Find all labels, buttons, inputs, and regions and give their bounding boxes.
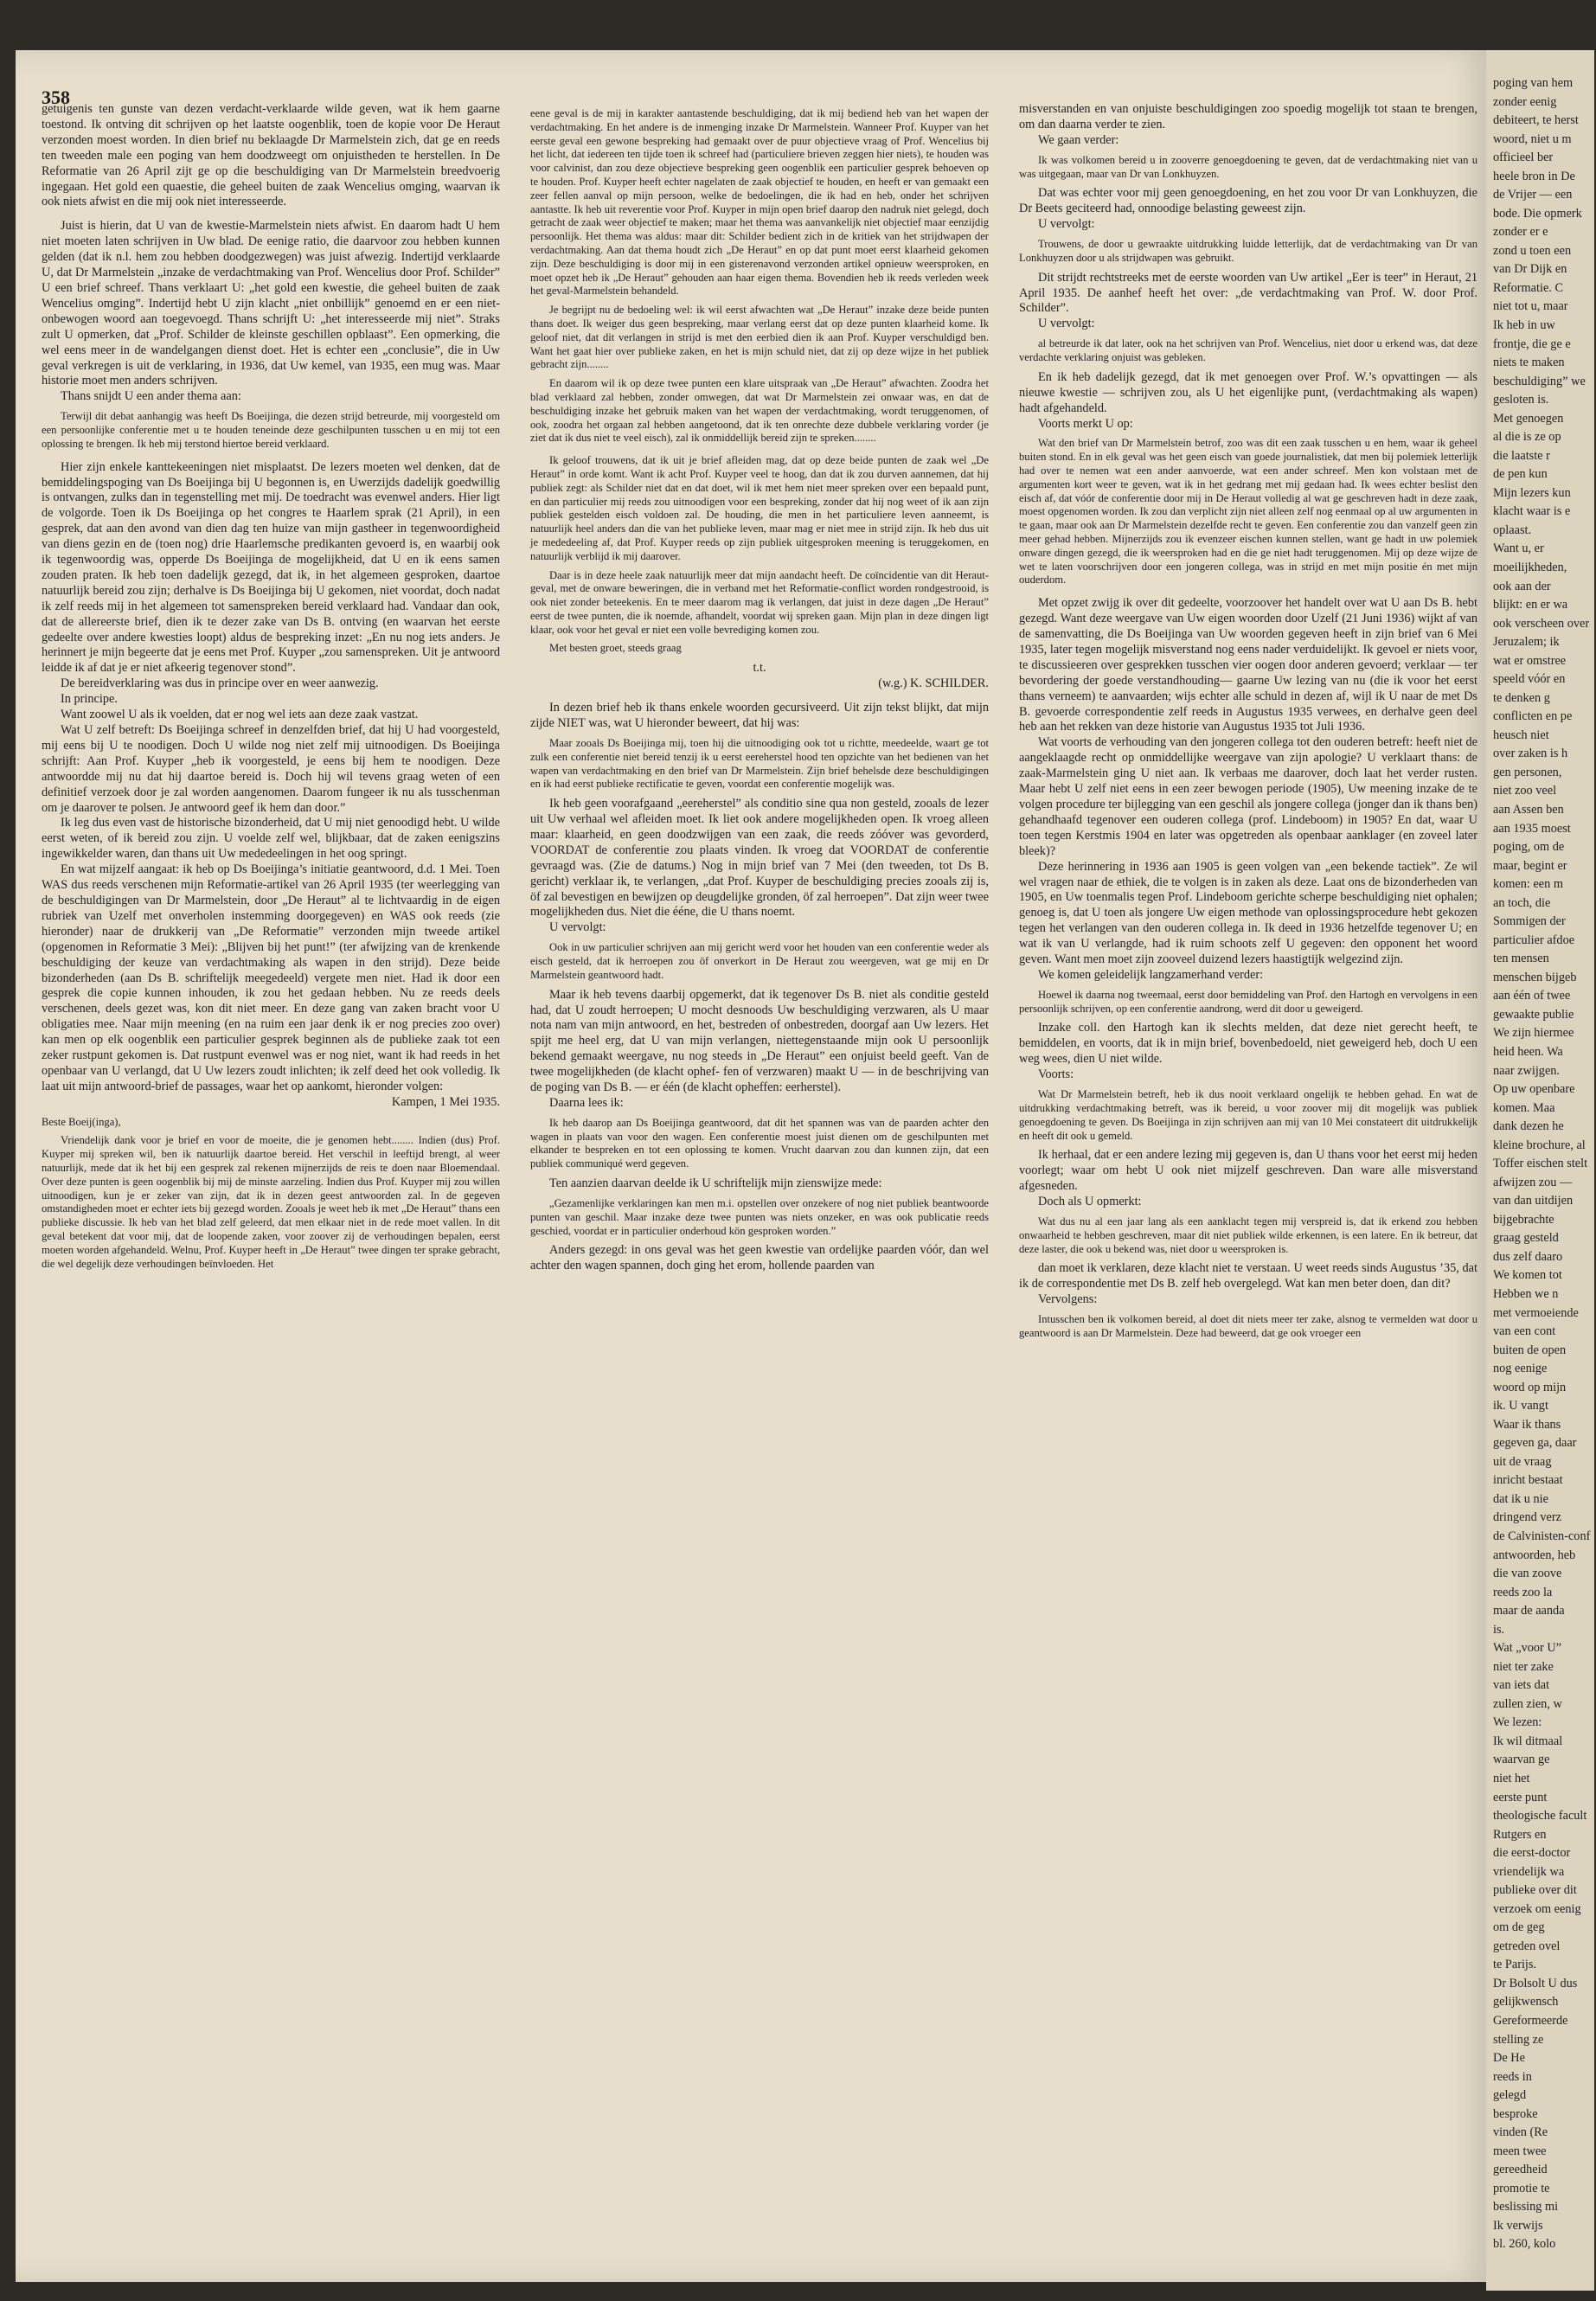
facing-page-fragment: speeld vóór en: [1493, 672, 1566, 687]
col3-paragraph: Dit strijdt rechtstreeks met de eerste woorden van Uw artikel „Eer is teer” in Heraut, 21 April 1935. De aanhef heeft het over: „de verdachtmaking van Prof. W. door Prof. Schilder”.: [1019, 270, 1477, 316]
facing-page-fragment: dus zelf daaro: [1493, 1249, 1563, 1264]
col1-paragraph: Juist is hierin, dat U van de kwestie-Marmelstein niets afwist. En daarom hadt U hem niet moeten laten schrijven in Uw blad. De eenige ratio, die daarvoor zou hebben kunnen gelden (dat ik n.l. hem zou hebben doodgezwegen) was juist afwezig. Indertijd verklaarde U, dat Dr Marmelstein „inzake de verdachtmaking van Prof. Wencelius door Prof. Schilder” U een brief schreef. Thans verklaart U: „het gold een kwestie, die geheel buiten de zaak Wencelius omging”. Indertijd hebt U zijn klacht „niet onbillijk” genoemd en er een niet-onbewogen woord aan toegevoegd. Thans schrijft U: „het interesseerde mij niet”. Straks zult U opmerken, dat „Prof. Schilder de kleinste geschillen opblaast”. Een opmerking, die wel eens meer in de wandelgangen dienst doet. Het is echter een „conclusie”, die in Uw geval verkregen is uit de verklaring, in 1936, dat Uw kemel, van 1935, een mug was. Maar historie moet men anders schrijven.: [42, 219, 500, 388]
col1-paragraph: Thans snijdt U een ander thema aan:: [61, 389, 241, 404]
facing-page-fragment: Ik verwijs: [1493, 2218, 1543, 2233]
facing-page-fragment: buiten de open: [1493, 1343, 1567, 1357]
col1-paragraph: Hier zijn enkele kanttekeeningen niet misplaatst. De lezers moeten wel denken, dat de bemiddelingspoging van Ds Boeijinga bij U begonnen is, en Uwerzijds dadelijk goedwillig is ontvangen, zulks dan in tegenstelling met mij. De toedracht was evenwel anders. Hier ligt de volgorde. Toen ik Ds Boeijinga op het congres te Haarlem sprak (21 April), in een gesprek, dat aan den avond van dien dag ten huize van mijn gastheer in tegenwoordigheid van diens gezin en de (toen nog) drie Haarlemsche predikanten gevoerd is, en waarbij ook ik tegenwoordig was, opperde Ds Boeijinga de mogelijkheid, dat U en ik eens samen zouden praten. Ik heb toen dadelijk gezegd, dat ik, in het algemeen gesproken, daartoe natuurlijk bereid zou zijn; derhalve is Ds Boeijinga bij U gekomen, niet voordat, doch nadat ik zelf reeds mij in het algemeen tot samenspreken bereid verklaard had. Vandaar dan ook, dat de allereerste brief, dien ik te dezer zake van Ds B. ontving (en waarvan het eerste gedeelte over andere kwesties loopt) aldus de bespreking inzet: „En nu nog iets anders. Je herinnert je mijn begeerte dat je eens met Prof. Kuyper „zou samenspreken. Uit je antwoord leidde ik af dat je er niet afkeerig tegenover stond”.: [42, 459, 500, 676]
facing-page-fragment: poging, om de: [1493, 840, 1565, 855]
facing-page-fragment: nog eenige: [1493, 1362, 1548, 1376]
facing-page-fragment: gelegd: [1493, 2088, 1527, 2103]
facing-page-fragment: Rutgers en: [1493, 1827, 1547, 1842]
facing-page-fragment: verzoek om eenig: [1493, 1901, 1581, 1916]
col3-paragraph: Wat dus nu al een jaar lang als een aanklacht tegen mij verspreid is, dat ik erkend zou hebben onwaarheid te hebben geschreven, maar dit niet publiek wilde erkennen, is een latere. En ik betreur, dat deze laster, die ook u bekend was, niet door u weersproken is.: [1019, 1215, 1477, 1255]
facing-page-fragment: die eerst-doctor: [1493, 1846, 1571, 1861]
facing-page-fragment: Wat „voor U”: [1493, 1641, 1562, 1656]
facing-page-fragment: We lezen:: [1493, 1715, 1542, 1730]
facing-page-fragment: klacht waar is e: [1493, 504, 1571, 519]
col1-paragraph: Want zoowel U als ik voelden, dat er nog wel iets aan deze zaak vastzat.: [61, 708, 419, 722]
facing-page-fragment: inricht bestaat: [1493, 1473, 1563, 1488]
facing-page-fragment: zullen zien, w: [1493, 1696, 1562, 1711]
facing-page-fragment: We komen tot: [1493, 1268, 1562, 1283]
facing-page-fragment: dringend verz: [1493, 1510, 1561, 1525]
facing-page-fragment: Ik heb in uw: [1493, 318, 1555, 332]
facing-page-fragment: waarvan ge: [1493, 1753, 1550, 1767]
facing-page-fragment: gereedheid: [1493, 2163, 1548, 2177]
facing-page-fragment: bijgebrachte: [1493, 1212, 1554, 1227]
col2-paragraph: Ten aanzien daarvan deelde ik U schriftelijk mijn zienswijze mede:: [549, 1176, 882, 1191]
col1-paragraph: De bereidverklaring was dus in principe over en weer aanwezig.: [61, 676, 379, 691]
facing-page-fragment: De He: [1493, 2051, 1525, 2066]
col1-paragraph: Kampen, 1 Mei 1935.: [391, 1094, 500, 1109]
facing-page-fragment: beschuldiging” we: [1493, 374, 1586, 388]
facing-page-fragment: Met genoegen: [1493, 411, 1564, 426]
facing-page-fragment: heid heen. Wa: [1493, 1045, 1563, 1059]
facing-page-fragment: heusch niet: [1493, 727, 1549, 742]
col2-paragraph: Ik heb daarop aan Ds Boeijinga geantwoord, dat dit het spannen was van de paarden achter den wagen in plaats van voor den wagen. Een conferentie moest juist dienen om de geschilpunten met elkander te bespreken en tot een oplossing te komen. Vrucht daarvan zou dan kunnen zijn, dat een publiek communiqué werd gegeven.: [530, 1116, 989, 1170]
facing-page-fragment: niet zoo veel: [1493, 784, 1557, 798]
facing-page-fragment: maar de aanda: [1493, 1604, 1565, 1618]
col3-paragraph: We gaan verder:: [1038, 132, 1119, 147]
col3-paragraph: Dat was echter voor mij geen genoegdoening, en het zou voor Dr van Lonkhuyzen, die Dr Beets geciteerd had, onnoodige belasting geweest zijn.: [1019, 186, 1477, 216]
facing-page-fragment: de Vrijer — een: [1493, 188, 1573, 202]
facing-page-fragment: bl. 260, kolo: [1493, 2237, 1556, 2252]
column-1: [42, 102, 500, 1276]
col3-paragraph: Hoewel ik daarna nog tweemaal, eerst door bemiddeling van Prof. den Hartogh en vervolgens in een persoonlijk schrijven, op een conferentie aandrong, werd dit door u geweigerd.: [1019, 988, 1477, 1015]
facing-page-fragment: is.: [1493, 1622, 1505, 1637]
facing-page-fragment: te Parijs.: [1493, 1958, 1537, 1972]
col2-paragraph: t.t.: [753, 661, 766, 676]
facing-page-fragment: conflicten en pe: [1493, 709, 1573, 724]
facing-page-fragment: zond u toen een: [1493, 243, 1572, 258]
col2-paragraph: Anders gezegd: in ons geval was het geen kwestie van ordelijke paarden vóór, dan wel achter den wagen spannen, doch ging het erom, hollende paarden van: [530, 1243, 989, 1273]
facing-page-fragment: aan één of twee: [1493, 989, 1571, 1003]
facing-page-fragment: van een cont: [1493, 1324, 1556, 1339]
facing-page-fragment: Op uw openbare: [1493, 1082, 1575, 1097]
col1-paragraph: Vriendelijk dank voor je brief en voor de moeite, die je genomen hebt........ Indien (dus) Prof. Kuyper mij spreken wil, ben ik natuurlijk daartoe bereid. Het verschil in leeftijd brengt, al weer natuurlijk, mede dat ik het bij een gesprek zal rekenen mijnerzijds de reis te doen naar Bloemendaal. Over deze punten is geen oogenblik bij mij de minste aarzeling. Indien dus Prof. Kuyper mij zou willen uitnoodigen, kun je er zeker van zijn, dat ik in dezen geest antwoorden zal. In de gegeven omstandigheden moet er echter iets bij gezegd worden. Zooals je weet heb ik met „De Heraut” thans een publieke discussie. Ik heb van het blad zelf geleerd, dat men elkaar niet in de rede moet vallen. In dit geval betekent dat voor mij, dat de loopende zaken, voor zoover zij de verhoudingen bepalen, eerst moeten worden afgehandeld. Welnu, Prof. Kuyper heeft in „De Heraut” twee dingen ter sprake gebracht, die wel degelijk deze verhoudingen beïnvloeden. Het: [42, 1134, 500, 1270]
facing-page-fragment: afwijzen zou —: [1493, 1175, 1573, 1189]
facing-page-fragment: poging van hem: [1493, 76, 1574, 90]
col1-paragraph: En wat mijzelf aangaat: ik heb op Ds Boeijinga’s initiatie geantwoord, d.d. 1 Mei. Toen WAS dus reeds verschenen mijn Reformatie-artikel van 26 April 1935 (ter weerlegging van de beschuldigingen van Dr Marmelstein, door „De Heraut” al te lichtvaardig in de eigen rubriek van Uzelf met onverholen instemming doorgegeven) en WAS ook reeds (zie hieronder) naar de drukkerij van „De Reformatie” verzonden mijn tweede artikel (opgenomen in Reformatie 3 Mei): „Blijven bij het punt!” (ter afwijzing van de krenkende beschuldiging der keuze van verdachtmaking als wapen in den strijd). Deze beide bizonderheden (aan Ds B. schriftelijk meegedeeld) vergete men niet. Had ik door een gesprek die copie kunnen inhouden, ik zou het gedaan hebben. Nu ze reeds deels verschenen, deels gezet was, kon dit niet meer. En deze gang van zaken bracht voor U obligaties mee. Naar mijn meening (en na ruim een jaar denk ik er nog precies zoo over) kan men op elk oogenblik een particulier gesprek beginnen als de publieke zaak tot een zeker rustpunt gekomen is. Dat rustpunt evenwel was er nog niet, want ik had reeds in het openbaar van U verlangd, dat U Uw lezers zoudt inlichten; ik zelf deed het ook volledig. Ik laat uit mijn antwoord-brief de passages, waar het op aankomt, hieronder volgen:: [42, 862, 500, 1093]
facing-page-fragment: van Dr Dijk en: [1493, 262, 1567, 277]
facing-page-fragment: dank dezen he: [1493, 1119, 1564, 1134]
facing-page-fragment: komen: een m: [1493, 877, 1563, 892]
facing-page-fragment: woord op mijn: [1493, 1380, 1567, 1394]
col3-paragraph: Ik was volkomen bereid u in zooverre genoegdoening te geven, dat de verdachtmaking niet van u was uitgegaan, maar van Dr van Lonkhuyzen.: [1019, 153, 1477, 180]
col1-paragraph: Terwijl dit debat aanhangig was heeft Ds Boeijinga, die dezen strijd betreurde, mij voorgesteld om een persoonlijke conferentie met u te houden teneinde deze geschilpunten tusschen u en mij tot een oplossing te brengen. Ik heb mij terstond hiertoe bereid verklaard.: [42, 410, 500, 450]
col2-paragraph: En daarom wil ik op deze twee punten een klare uitspraak van „De Heraut” afwachten. Zoodra het blad verklaard zal hebben, zonder omwegen, dat wat Dr Marmelstein zei onwaar was, en dat de beschuldiging inzake het gebruik maken van het wapen der verdachtmaking, wordt teruggenomen, of ook, zoodra het orgaan zal hebben aangetoond, dat ik ten onrechte deze dubbele verklaring vorder (je ziet dat ik dus niet te veel eisch), zal ik onmiddellijk bereid zijn te spreken........: [530, 377, 989, 445]
facing-page-fragment: komen. Maa: [1493, 1100, 1555, 1115]
col3-paragraph: U vervolgt:: [1038, 217, 1095, 232]
col2-paragraph: Ik heb geen voorafgaand „eereherstel” als conditio sine qua non gesteld, zooals de lezer uit Uw verhaal wel afleiden moet. Ik liet ook andere mogelijkheden open. Ik vroeg alleen maar: klaarheid, en geen doodzwijgen van een zaak, die reeds zóóver was gevorderd, VOORDAT de conferentie zou plaats vinden. Ik vroeg dat VOORDAT de conferentie gevraagd was. (Zie de datums.) Nog in mijn brief van 7 Mei (den tweeden, tot Ds B. gericht) verklaar ik, te verlangen, „dat Prof. Kuyper de beschuldiging precies zooals zij is, öf zal bevestigen en bewijzen op deugdelijke gronden, öf zal herroepen”. Dat zijn weer twee mogelijkheden dus. Niet die ééne, die U thans noemt.: [530, 797, 989, 920]
facing-page-fragment: van dan uitdijen: [1493, 1194, 1574, 1208]
facing-page-fragment: om de geg: [1493, 1920, 1545, 1935]
col3-paragraph: Deze herinnering in 1936 aan 1905 is geen volgen van „een bekende tactiek”. Ze wil wel vragen naar de ethiek, die te volgen is in zaken als deze. Laat ons de bizonderheden van 1905, en Uw toenmalis tegen Prof. Lindeboom gerichte scherpe beschuldiging niet ophalen; genoeg is, dat U toen als jongere Uw eigen methode van oplossingsprocedure hebt gekozen tegen het verlangen van den ouderen collega in. Ik deed in 1936 hetzelfde tegenover U; en wat ik van U verlangde, had ik ruim schoots zelf U gegeven: den opponent het woord geven. Want men moet zijn zooveel duizend lezers haastigtijk welgezind zijn.: [1019, 859, 1477, 967]
facing-page-fragment: over zaken is h: [1493, 747, 1568, 761]
col3-paragraph: Intusschen ben ik volkomen bereid, al doet dit niets meer ter zake, alsnog te vermelden wat door u geantwoord is aan Dr Marmelstein. Deze had beweerd, dat ge ook vroeger een: [1019, 1313, 1477, 1339]
facing-page-fragment: zonder er e: [1493, 225, 1548, 240]
facing-page-fragment: eerste punt: [1493, 1790, 1548, 1804]
facing-page-fragment: publieke over dit: [1493, 1883, 1577, 1898]
col2-paragraph: eene geval is de mij in karakter aantastende beschuldiging, dat ik mij bediend heb van het wapen der verdachtmaking. En het andere is de inmenging inzake Dr Marmelstein. Wanneer Prof. Kuyper van het eerste geval een gewone bespreking had gemaakt over de puur objectieve vraag of Prof. Wencelius bij het licht, dat iedereen ten tijde toen ik schreef had (particuliere brieven zeggen hier niets), te houden was voor calvinist, dan zou deze objectieve bespreking geen oogenblik een particulier gesprek behoeven op te houden. Prof. Kuyper heeft echter nagelaten de zaak objectief te houden, en heeft er van gemaakt een zeer fellen aanval op mijn persoon, welke de bedoelingen, die ik had en heb, onder het schrijven aantastte. Ik heb uit reverentie voor Prof. Kuyper in mijn open brief daarop den nadruk niet gelegd, doch getracht de zaak weer objectief te maken; maar het thema was aanvankelijk niet objectief maar eenzijdig persoonlijk. Het thema was aldus: maar dit: Schilder bedient zich in de kritiek van het strijdwapen der verdachtmaking. Aan dat thema houdt zich „De Heraut” en op dat punt moet eerst klaarheid gekomen zijn. Deze beschuldiging is door mij in een gisterenavond verzonden artikel opnieuw weersproken, en moet opzet heb ik „De Heraut” gehouden aan haar eigen thema. Bovendien heb ik reeds verleden week het geval-Marmelstein behandeld.: [530, 107, 989, 298]
facing-page-fragment: dat ik u nie: [1493, 1491, 1548, 1506]
column-3: [1019, 102, 1477, 1346]
facing-page-fragment: Jeruzalem; ik: [1493, 635, 1560, 650]
facing-page-fragment: Ik wil ditmaal: [1493, 1734, 1563, 1748]
facing-page-fragment: al die is ze op: [1493, 430, 1561, 445]
col2-paragraph: Maar ik heb tevens daarbij opgemerkt, dat ik tegenover Ds B. niet als conditie gesteld had, dat U zoudt herroepen; U mocht desnoods Uw beschuldiging verzwaren, als U maar nota nam van mijn antwoord, en het, bestreden of onbestreden, doorgaf aan Uw lezers. Het spijt me heel erg, dat U van mijn verlangen, niettegenstaande mijn ook U persoonlijk bekend gemaakt weergave, nu nog steeds in „De Heraut” een onjuist beeld geeft. Van de twee mogelijkheden (de klacht ophef- fen of verzwaren) maakt U — in de beschrijving van de poging van Ds B. — er één (de klacht opheffen: eerherstel).: [530, 987, 989, 1095]
facing-page-fragment: aan Assen ben: [1493, 803, 1564, 817]
col1-paragraph: In principe.: [61, 692, 118, 707]
facing-page-fragment: Dr Bolsolt U dus: [1493, 1976, 1578, 1990]
facing-page-edge: [1486, 50, 1594, 2291]
col3-paragraph: U vervolgt:: [1038, 317, 1095, 331]
facing-page-fragment: naar zwijgen.: [1493, 1063, 1561, 1078]
page-number: 358: [42, 87, 70, 108]
col3-paragraph: misverstanden en van onjuiste beschuldigingen zoo spoedig mogelijk tot staan te brengen, om dan daarna verder te zien.: [1019, 102, 1477, 131]
facing-page-fragment: menschen bijgeb: [1493, 970, 1577, 984]
facing-page-fragment: gen personen,: [1493, 765, 1562, 779]
col2-paragraph: Daar is in deze heele zaak natuurlijk meer dat mijn aandacht heeft. De coïncidentie van dit Heraut-geval, met de onware beweringen, die in verband met het Reformatie-conflict worden rondgestrooid, is ook niet zonder beteekenis. En te meer daarom mag ik verlangen, dat juist in deze dagen „De Heraut” eerst de twee punten, die ik noemde, afhandelt, voordat wij spreken gaan. Mijn plan in deze dingen ligt klaar, ook voor het geval er niet een volle bevrediging komen zou.: [530, 568, 989, 636]
col3-paragraph: Trouwens, de door u gewraakte uitdrukking luidde letterlijk, dat de verdachtmaking van Dr van Lonkhuyzen door u als strijdwapen was gebruikt.: [1019, 238, 1477, 264]
col3-paragraph: Met opzet zwijg ik over dit gedeelte, voorzoover het handelt over wat U aan Ds B. hebt gezegd. Want deze weergave van Uw eigen woorden door Uzelf (21 Juni 1936) wijkt af van de samenvatting, die Ds Boeijinga van Uw woorden gegeven heeft in zijn brief van 6 Mei 1935, later tegen mogelijk misverstand nog eens nader verduidelijkt. Ik gevoel er niets voor, te discussieeren over gesprekken tusschen vier oogen door anderen gevoerd; verklaar — ter bevordering der goede verstandhouding— gaarne Uw lezing van nu (die ik voor het eerst thans verneem) te aanvaarden; wijs echter alle schuld in dezen af, wijl ik U naar de met Ds B. gevoerde correspondentie zelf reeds in Augustus 1935 verwees, en derhalve geen deel heb aan het rekken van deze historie van Augustus 1935 tot Juli 1936.: [1019, 596, 1477, 734]
facing-page-fragment: ten mensen: [1493, 952, 1549, 966]
col2-paragraph: Je begrijpt nu de bedoeling wel: ik wil eerst afwachten wat „De Heraut” inzake deze beide punten thans doet. Ik weiger dus geen bespreking, maar verlang eerst dat op deze punten klaarheid kome. Ik geloof niet, dat dit verlangen in strijd is met den eerbied dien ik aan Prof. Kuyper verschuldigd ben. Want het gaat hier over publieke zaken, en het is mijn schuld niet, dat zij op deze wijze in het publiek gebracht zijn........: [530, 304, 989, 371]
facing-page-fragment: Waar ik thans: [1493, 1417, 1561, 1432]
facing-page-fragment: Mijn lezers kun: [1493, 485, 1571, 500]
facing-page-fragment: niet het: [1493, 1772, 1530, 1785]
facing-page-fragment: uit de vraag: [1493, 1454, 1552, 1469]
col1-paragraph: Ik leg dus even vast de historische bizonderheid, dat U mij niet genoodigd hebt. U wilde eerst weten, of ik bereid zou zijn. U voelde zelf wel, blijkbaar, dat de zaken eenigszins ingewikkelder waren, dan thans uit Uw mededeelingen in het oog springt.: [42, 816, 500, 862]
facing-page-fragment: gegeven ga, daar: [1493, 1436, 1577, 1451]
facing-page-fragment: ook aan der: [1493, 579, 1551, 593]
facing-page-fragment: reeds zoo la: [1493, 1585, 1553, 1599]
col2-paragraph: Met besten groet, steeds graag: [549, 642, 682, 655]
col2-paragraph: Daarna lees ik:: [549, 1095, 624, 1110]
facing-page-fragment: Reformatie. C: [1493, 280, 1563, 295]
facing-page-fragment: debiteert, te herst: [1493, 113, 1579, 128]
facing-page-fragment: We zijn hiermee: [1493, 1026, 1574, 1041]
facing-page-fragment: woord, niet u m: [1493, 131, 1572, 146]
facing-page-fragment: ook verscheen over: [1493, 616, 1590, 631]
col3-paragraph: Ik herhaal, dat er een andere lezing mij gegeven is, dan U thans voor het eerst mij heden voorlegt; waar om hebt U ook niet mijzelf geschreven. Dan ware alle misverstand afgesneden.: [1019, 1148, 1477, 1194]
col2-paragraph: (w.g.) K. SCHILDER.: [878, 676, 989, 691]
facing-page-fragment: met vermoeiende: [1493, 1305, 1579, 1320]
col3-paragraph: Wat voorts de verhouding van den jongeren collega tot den ouderen betreft: heeft niet de aangeklaagde recht op onmiddellijke weergave van zijn apologie? U verklaart thans: de zaak-Marmelstein ging U niet aan. Ik verbaas me daarover, doch laat het verder rusten. Maar hebt U zelf niet eens in een zeer bewogen periode (1905), Uw meening inzake de te volgen procedure ter bijlegging van een geschil als jongere collega (jonger dan ik thans ben) gehandhaafd tegenover een ouderen collega (prof. Lindeboom) in 1905? En dat, waar U toen tegen Kerstmis 1904 en later was opgetreden als openbaar aanklager (en zoveel later bleek)?: [1019, 735, 1477, 858]
facing-page-fragment: bode. Die opmerk: [1493, 206, 1582, 221]
facing-page-fragment: aan 1935 moest: [1493, 821, 1571, 836]
facing-page-fragment: Toffer eischen stelt: [1493, 1157, 1588, 1171]
col2-paragraph: Ook in uw particulier schrijven aan mij gericht werd voor het houden van een conferentie weder als eisch gesteld, dat ik herroepen zou öf onverkort in De Heraut zou weergeven, wat ge mij en Dr Marmelstein geantwoord hadt.: [530, 941, 989, 981]
facing-page-fragment: vinden (Re: [1493, 2125, 1548, 2140]
facing-page-fragment: frontje, die ge e: [1493, 336, 1571, 351]
facing-page-fragment: Hebben we n: [1493, 1287, 1559, 1301]
facing-page-fragment: stelling ze: [1493, 2032, 1544, 2047]
facing-page-fragment: besproke: [1493, 2106, 1538, 2121]
facing-page-fragment: wat er omstree: [1493, 653, 1567, 668]
col1-paragraph: Beste Boeij(inga),: [42, 1115, 121, 1128]
facing-page-fragment: beslissing mi: [1493, 2200, 1559, 2214]
col1-paragraph: getuigenis ten gunste van dezen verdacht-verklaarde wilde geven, wat ik hem gaarne toestond. Ik ontving dit schrijven op het laatste oogenblik, toen de kopie voor De Heraut verzonden moest worden. In dien brief nu beklaagde Dr Marmelstein zich, dat ge en reeds ten tweeden male een poging van hem doodzweegt om onjuistheden te herstellen. In De Reformatie van 26 April zijt ge op die beschuldiging van Dr Marmelstein breedvoerig ingegaan. Het gold een quaestie, die geheel buiten de zaak Wencelius omging, waarvan ik ook niets afwist en die mij ook niet interesseerde.: [42, 102, 500, 209]
facing-page-fragment: particulier afdoe: [1493, 933, 1575, 947]
facing-page-fragment: meen twee: [1493, 2144, 1547, 2158]
col2-paragraph: Ik geloof trouwens, dat ik uit je brief afleiden mag, dat op deze beide punten de zaak wel „De Heraut” in orde komt. Want ik acht Prof. Kuyper veel te hoog, dan dat ik zou durven aannemen, dat hij publiek zegt: als Schilder niet dat en dat doet, wil ik met hem niet meer spreken over een bepaald punt, en dan particulier mij reeds zou uitnoodigen voor een bespreking, zonder dat hij nog weet of ik aan zijn publiek gestelden eisch voldoen zal. De houding, die men in het particuliere leven aanneemt, is natuurlijk heel anders dan die van het publieke leven, maar mag er niet mee in strijd zijn. Ik heb dus uit je mededeeling af, dat Prof. Kuyper reeds op zijn publiek uitgesproken meening is teruggekomen, en natuurlijk verblijd ik mij daarover.: [530, 454, 989, 562]
page: [16, 50, 1486, 2282]
facing-page-fragment: reeds in: [1493, 2069, 1532, 2084]
facing-page-fragment: Sommigen der: [1493, 914, 1566, 929]
facing-page-fragment: Gereformeerde: [1493, 2014, 1568, 2028]
facing-page-fragment: heele bron in De: [1493, 169, 1575, 183]
facing-page-fragment: niet ter zake: [1493, 1659, 1554, 1674]
facing-page-fragment: promotie te: [1493, 2181, 1550, 2195]
col3-paragraph: dan moet ik verklaren, deze klacht niet te verstaan. U weet reeds sinds Augustus ’35, dat ik de correspondentie met Ds B. zelf heb overgelegd. Wat kan men beter doen, dan dit?: [1019, 1261, 1477, 1292]
facing-page-fragment: gesloten is.: [1493, 393, 1549, 407]
col2-paragraph: „Gezamenlijke verklaringen kan men m.i. opstellen over onzekere of nog niet publiek beantwoorde punten van geschil. Maar inzake deze twee punten was niets onzeker, en was ook publicatie reeds geschied, voordat er in particulier onderhoud kön gesproken worden.”: [530, 1196, 989, 1237]
facing-page-fragment: de pen kun: [1493, 467, 1548, 482]
facing-page-fragment: zonder eenig: [1493, 94, 1557, 109]
col3-paragraph: Wat Dr Marmelstein betreft, heb ik dus nooit verklaard ongelijk te hebben gehad. En wat de uitdrukking verdachtmaking betreft, was ik bereid, u voor zoover mij dit mogelijk was publiek genoegdoening te geven. Ds Boeijinga in zijn schrijven aan mij van 10 Mei constateert dit uitdrukkelijk en heeft dit ook u gemeld.: [1019, 1088, 1477, 1142]
facing-page-fragment: niets te maken: [1493, 356, 1565, 370]
facing-page-fragment: theologische facult: [1493, 1809, 1587, 1823]
facing-page-fragment: kleine brochure, al: [1493, 1138, 1586, 1152]
facing-page-fragment: gewaakte publie: [1493, 1007, 1574, 1022]
facing-page-fragment: oplaast.: [1493, 522, 1532, 537]
col3-paragraph: We komen geleidelijk langzamerhand verder:: [1038, 967, 1264, 982]
col2-paragraph: In dezen brief heb ik thans enkele woorden gecursiveerd. Uit zijn tekst blijkt, dat mijn zijde NIET was, wat U hieronder beweert, dat hij was:: [530, 701, 989, 730]
facing-page-fragment: van iets dat: [1493, 1678, 1550, 1693]
col3-paragraph: Doch als U opmerkt:: [1038, 1195, 1142, 1209]
facing-page-fragment: die laatste r: [1493, 448, 1550, 463]
col2-paragraph: U vervolgt:: [549, 920, 606, 935]
facing-page-fragment: an toch, die: [1493, 895, 1551, 910]
facing-page-fragment: antwoorden, heb: [1493, 1548, 1576, 1562]
col3-paragraph: Vervolgens:: [1038, 1292, 1098, 1307]
col1-paragraph: Wat U zelf betreft: Ds Boeijinga schreef in denzelfden brief, dat hij U had voorgesteld, mij eens bij U te noodigen. Doch U wilde nog niet zelf mij uitnoodigen. Ds Boeijinga schrijft: Aan Prof. Kuyper „heb ik voorgesteld, je eens bij hem te noodigen. Deze antwoordde mij nu dat hij daartoe bereid is. Doch hij wil tevens graag weten of een definitief verzoek door je zal worden aangenomen. Daarom fungeer ik nu als tusschenman om je daarover te polsen. Je antwoord geef ik hem dan door.”: [42, 723, 500, 815]
facing-page-fragment: gelijkwensch: [1493, 1995, 1559, 2009]
col2-paragraph: Maar zooals Ds Boeijinga mij, toen hij die uitnoodiging ook tot u richtte, meedeelde, waart ge tot zulk een conferentie niet bereid tenzij ik u eerst eereherstel hood ten opzichte van het bedienen van het wapen van verdachtmaking en den brief van Dr Marmelstein. Zijn brief behelsde deze beschuldigingen en ik had eerst publieke rectificatie te geven, voordat een conferentie mogelijk was.: [530, 736, 989, 791]
facing-page-fragment: die van zoove: [1493, 1567, 1562, 1581]
col3-paragraph: En ik heb dadelijk gezegd, dat ik met genoegen over Prof. W.’s opvattingen — als nieuwe kwestie — schrijven zou, als U het eigenlijke punt, (verdachtmaking als wapen) hadt afgehandeld.: [1019, 369, 1477, 415]
facing-page-fragment: getreden ovel: [1493, 1939, 1561, 1953]
facing-page-fragment: te denken g: [1493, 690, 1550, 705]
facing-page-fragment: maar, begint er: [1493, 858, 1567, 873]
col3-paragraph: Inzake coll. den Hartogh kan ik slechts melden, dat deze niet gerecht heeft, te bemiddelen, en voorts, dat ik in mijn brief, bovenbedoeld, niet geweigerd heb, doch U een weg wees, dien U niet wilde.: [1019, 1021, 1477, 1067]
facing-page-fragment: ik. U vangt: [1493, 1399, 1548, 1413]
facing-page-fragment: blijkt: en er wa: [1493, 598, 1568, 612]
facing-page-fragment: Want u, er: [1493, 542, 1544, 556]
col3-paragraph: Voorts:: [1038, 1067, 1074, 1082]
facing-page-fragment: graag gesteld: [1493, 1231, 1559, 1246]
facing-page-fragment: officieel ber: [1493, 151, 1554, 165]
col3-paragraph: Wat den brief van Dr Marmelstein betrof, zoo was dit een zaak tusschen u en hem, waar ik geheel buiten stond. En in elk geval was het geen eisch van goede journalistiek, dat men bij polemiek letterlijk had over te nemen wat een ander aanvoerde, wat een ander schreef. Men kon volstaan met de argumenten kort weer te geven, wat ik in het gedrang met mij gedaan had. Ik wees echter beslist den eisch af, dat vóór de conferentie door mij in De Heraut volledig al wat ge geschreven hadt in deze zaak, moest opgenomen worden. Ik zou dan verplicht zijn niet alleen zelf nog eenmaal op al uw argumenten in te gaan, maar ook aan Dr Marmelstein dezelfde recht te geven. Een conferentie zou dan vanzelf geen zin meer gehad hebben. Mijnerzijds zou ik evenzeer eischen kunnen stellen, want ge hadt in uw polemiek onware dingen gezegd, die ik weersproken had en die ge niet hadt teruggenomen. Mij op deze wijze de wet te laten voorschrijven door een jongeren collega, was in strijd en met mijn positie én met mijn ouderdom.: [1019, 437, 1477, 586]
facing-page-fragment: vriendelijk wa: [1493, 1864, 1565, 1879]
facing-page-fragment: niet tot u, maar: [1493, 299, 1568, 314]
col3-paragraph: al betreurde ik dat later, ook na het schrijven van Prof. Wencelius, niet door u erkend was, dat deze verdachte verklaring onjuist was gebleken.: [1019, 337, 1477, 364]
facing-page-fragment: de Calvinisten-conf: [1493, 1529, 1591, 1543]
column-2: [530, 102, 989, 1274]
facing-page-fragment: moeilijkheden,: [1493, 561, 1567, 574]
col3-paragraph: Voorts merkt U op:: [1038, 416, 1133, 431]
